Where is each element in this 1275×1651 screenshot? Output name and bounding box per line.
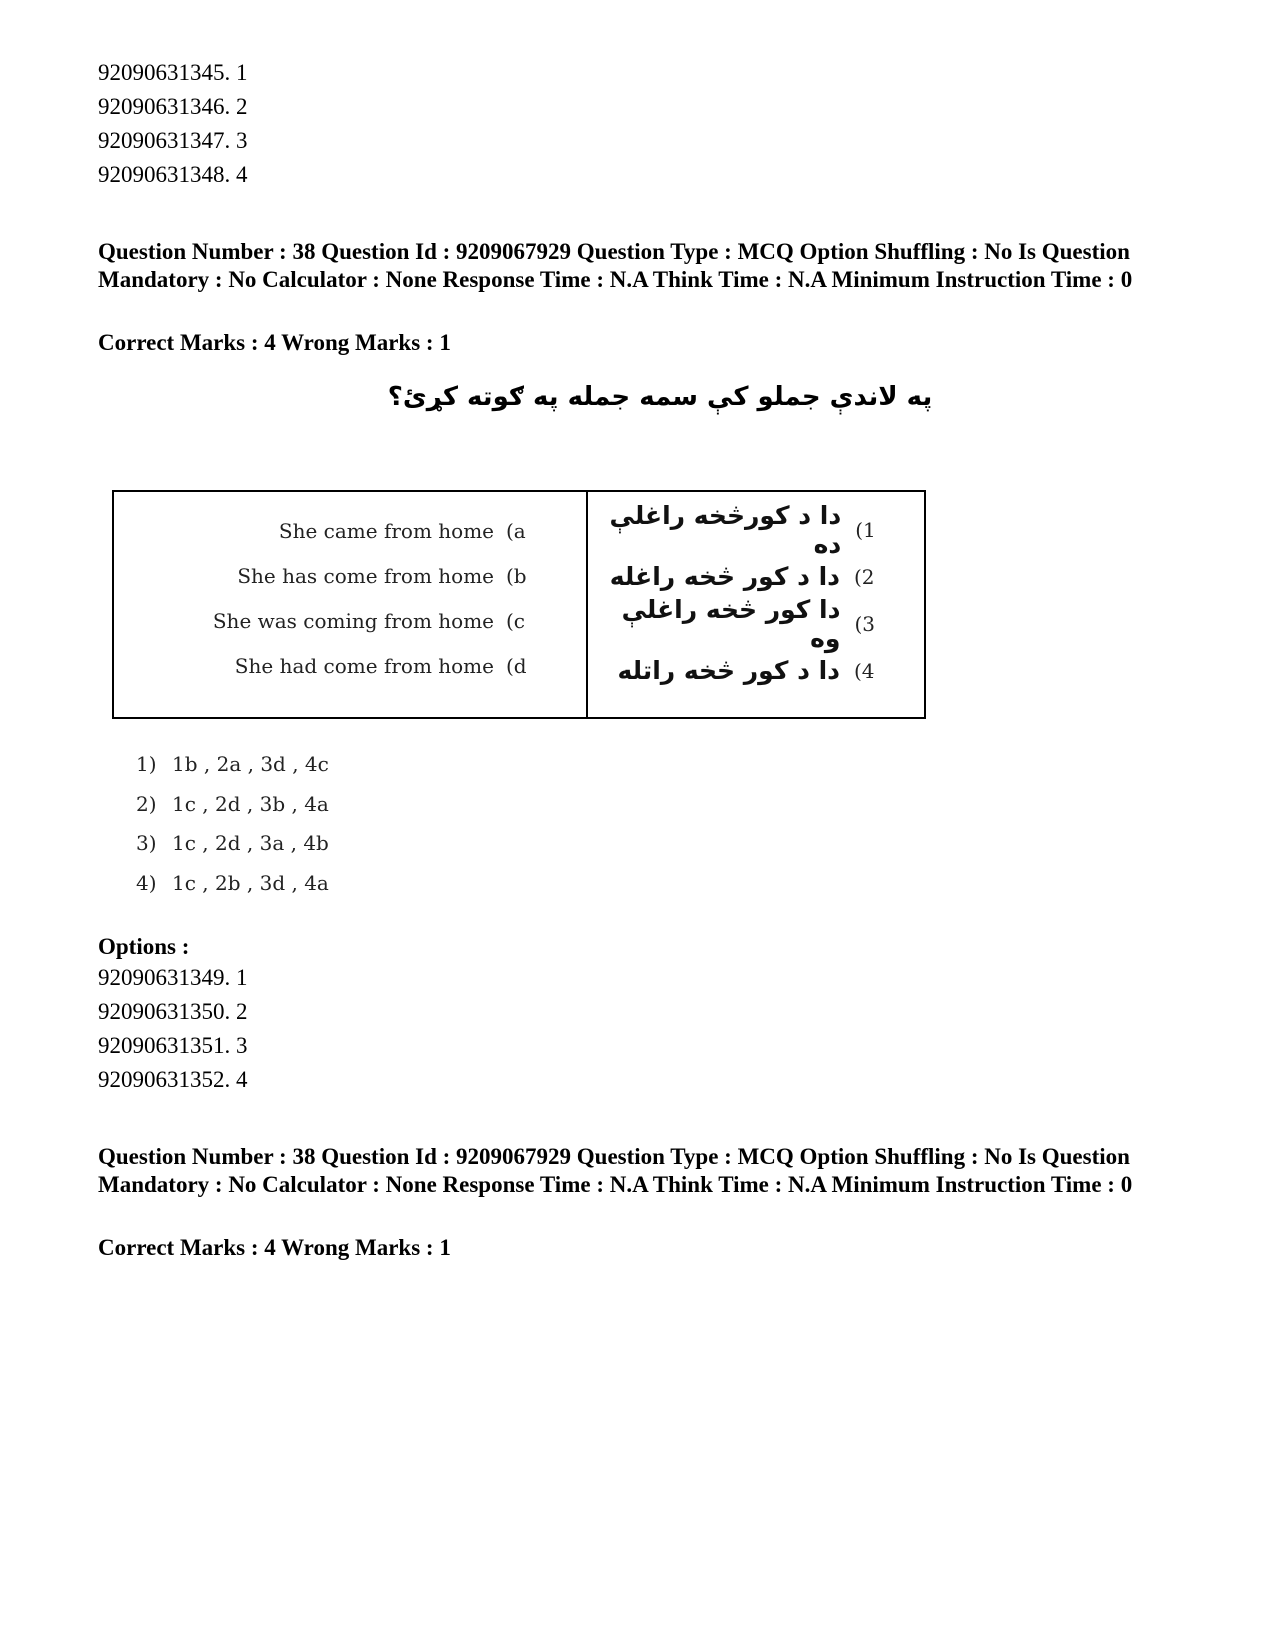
choice-number: 3) — [136, 831, 157, 855]
answer-choices — [136, 745, 329, 903]
english-sentence: She was coming from home — [212, 608, 494, 633]
row-letter: (b — [506, 563, 527, 588]
row-number: (2 — [854, 564, 875, 589]
pashto-row-1 — [588, 500, 924, 559]
question-marks: Correct Marks : 4 Wrong Marks : 1 — [98, 1235, 451, 1260]
row-number: (4 — [854, 658, 875, 683]
english-sentence: She came from home — [278, 518, 494, 543]
english-row-d — [114, 643, 586, 688]
row-number: (3 — [854, 611, 875, 636]
row-letter: (c — [506, 608, 526, 633]
previous-options-list — [98, 56, 248, 192]
answer-choice — [136, 785, 329, 825]
option-item: 92090631345. 1 — [98, 60, 248, 85]
english-row-b — [114, 553, 586, 598]
choice-text: 1c , 2d , 3b , 4a — [172, 791, 329, 816]
english-row-c — [114, 598, 586, 643]
question-header: Question Number : 38 Question Id : 9209067929 Question Type : MCQ Option Shuffling : No Is Question Mandatory : No Calculator : None Response Time : N.A Think Time : N.A Minimum Instruction Time : 0 — [98, 1144, 1133, 1197]
english-column — [114, 492, 588, 717]
choice-number: 1) — [136, 752, 157, 776]
matching-table — [112, 490, 926, 719]
english-sentence: She had come from home — [234, 653, 494, 678]
english-row-a — [114, 508, 586, 553]
question-marks: Correct Marks : 4 Wrong Marks : 1 — [98, 330, 451, 355]
pashto-sentence: دا د کور څخه راتله — [617, 656, 840, 685]
pashto-row-3 — [588, 594, 924, 653]
choice-text: 1b , 2a , 3d , 4c — [172, 752, 329, 776]
answer-choice — [136, 864, 329, 904]
row-letter: (d — [506, 653, 527, 678]
option-item: 92090631350. 2 — [98, 999, 248, 1024]
answer-choice — [136, 745, 329, 785]
option-item: 92090631349. 1 — [98, 965, 248, 990]
option-item: 92090631347. 3 — [98, 128, 248, 153]
row-number: (1 — [855, 517, 876, 542]
choice-text: 1c , 2d , 3a , 4b — [172, 831, 329, 855]
option-item: 92090631346. 2 — [98, 94, 248, 119]
option-item: 92090631352. 4 — [98, 1067, 248, 1092]
row-letter: (a — [506, 518, 526, 543]
pashto-row-2 — [588, 553, 924, 600]
pashto-row-4 — [588, 647, 924, 694]
english-sentence: She has come from home — [237, 563, 494, 588]
question-header: Question Number : 38 Question Id : 9209067929 Question Type : MCQ Option Shuffling : No Is Question Mandatory : No Calculator : None Response Time : N.A Think Time : N.A Minimum Instruction Time : 0 — [98, 239, 1133, 292]
pashto-sentence: دا د کور څخه راغله — [609, 562, 840, 591]
options-label: Options : — [98, 934, 190, 959]
pashto-column — [588, 492, 924, 717]
choice-text: 1c , 2b , 3d , 4a — [172, 870, 329, 895]
option-item: 92090631351. 3 — [98, 1033, 248, 1058]
question-prompt: په لاندې جملو کې سمه جمله په ګوته کړئ؟ — [387, 382, 933, 412]
option-item: 92090631348. 4 — [98, 162, 248, 187]
choice-number: 2) — [136, 791, 157, 816]
answer-choice — [136, 824, 329, 864]
options-list — [98, 961, 248, 1097]
pashto-sentence: دا کور څخه راغلې وه — [621, 594, 841, 653]
pashto-sentence: دا د کورڅخه راغلې ده — [609, 500, 842, 559]
choice-number: 4) — [136, 870, 157, 895]
